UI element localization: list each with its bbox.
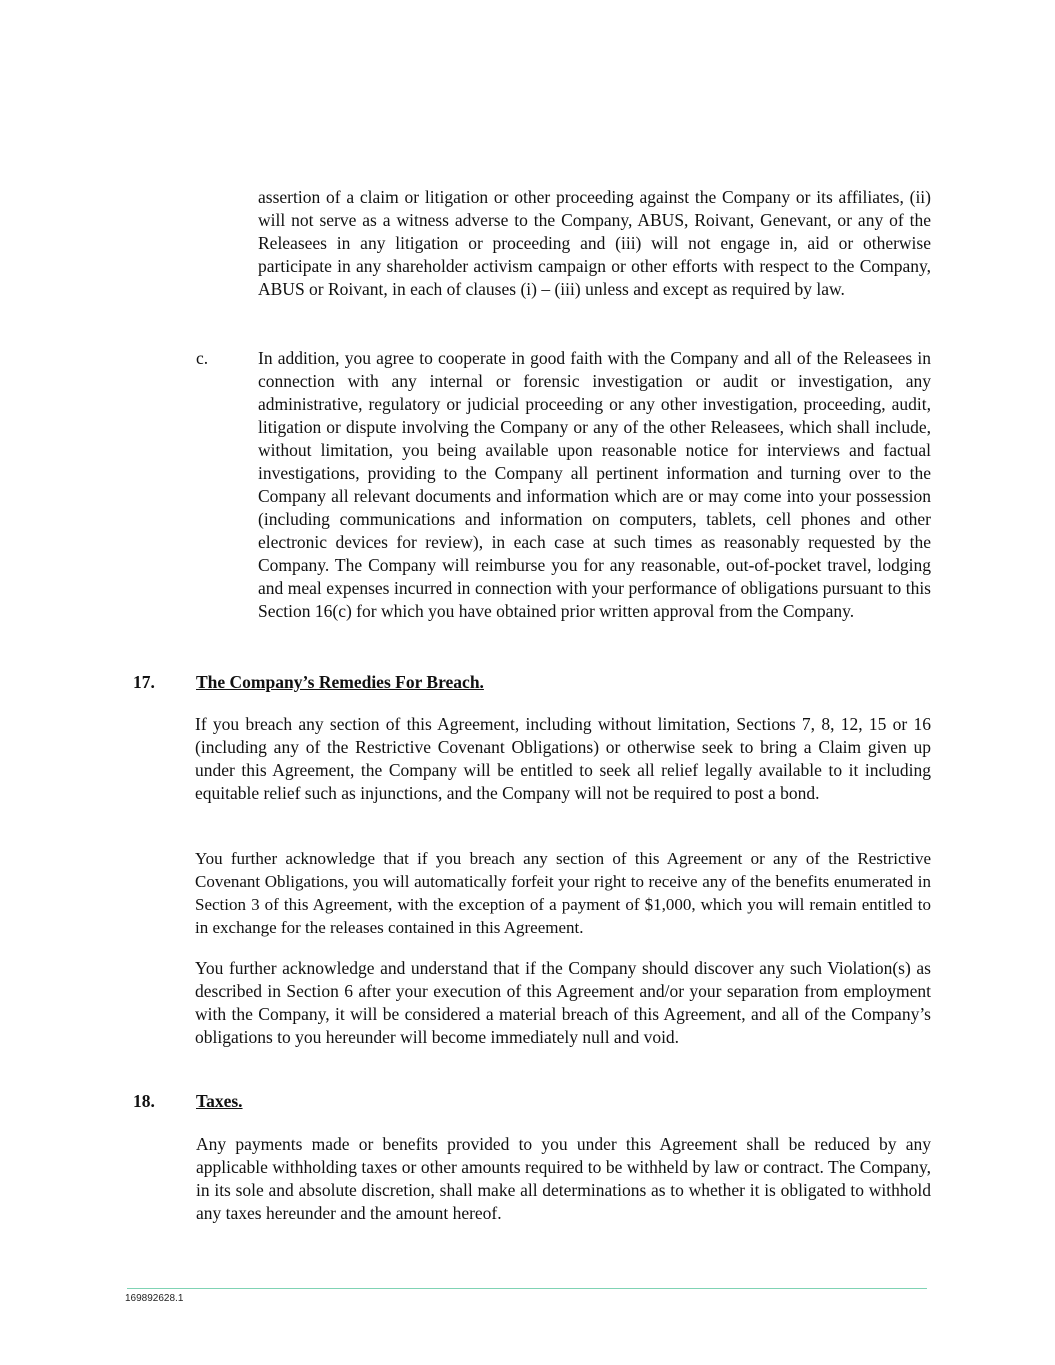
section-17-paragraph-3: You further acknowledge and understand that if the Company should discover any such Violation(s) as described in Section 6 after your execution of this Agreement and/or your separation from employment with the Company, it will be considered a material breach of this Agreement, and all of the Company’s obligations to you hereunder will become immediately null and void.	[195, 958, 931, 1047]
section-18-number: 18.	[133, 1091, 155, 1111]
section-16-item-c: In addition, you agree to cooperate in good faith with the Company and all of the Releasees in connection with any internal or forensic investigation or audit or investigation, any administrative, regulatory or judicial proceeding or any other investigation, proceeding, audit, litigation or dispute involving the Company or any of the other Releasees, which shall include, without limitation, you being available upon reasonable notice for interviews and factual investigations, providing to the Company all pertinent information and turning over to the Company all relevant documents and information which are or may come into your possession (including communications and information on computers, tablets, cell phones and other electronic devices for review), in each case at such times as reasonably requested by the Company. The Company will reimburse you for any reasonable, out-of-pocket travel, lodging and meal expenses incurred in connection with your performance of obligations pursuant to this Section 16(c) for which you have obtained prior written approval from the Company.	[258, 348, 931, 621]
section-17-paragraph-2: You further acknowledge that if you breach any section of this Agreement or any of the Restrictive Covenant Obligations, you will automatically forfeit your right to receive any of the benefits enumerated in Section 3 of this Agreement, with the exception of a payment of $1,000, which you will remain entitled to in exchange for the releases contained in this Agreement.	[195, 849, 931, 937]
footer-rule	[127, 1288, 927, 1289]
footer-document-id: 169892628.1	[125, 1293, 184, 1304]
section-17-number: 17.	[133, 672, 155, 692]
section-18-title: Taxes.	[196, 1091, 243, 1111]
section-16-continuation: assertion of a claim or litigation or other proceeding against the Company or its affiliates, (ii) will not serve as a witness adverse to the Company, ABUS, Roivant, Genevant, or any of the Releasees in any litigation or proceeding and (iii) will not engage in, aid or otherwise participate in any shareholder activism campaign or other efforts with respect to the Company, ABUS or Roivant, in each of clauses (i) – (iii) unless and except as required by law.	[258, 187, 931, 299]
section-16-item-c-marker: c.	[196, 348, 209, 368]
section-17-paragraph-1: If you breach any section of this Agreement, including without limitation, Sections 7, 8, 12, 15 or 16 (including any of the Restrictive Covenant Obligations) or otherwise seek to bring a Claim given up under this Agreement, the Company will be entitled to seek all relief legally available to it including equitable relief such as injunctions, and the Company will not be required to post a bond.	[195, 714, 931, 803]
section-17-title: The Company’s Remedies For Breach.	[196, 672, 484, 692]
section-18-paragraph-1: Any payments made or benefits provided to you under this Agreement shall be reduced by any applicable withholding taxes or other amounts required to be withheld by law or contract. The Company, in its sole and absolute discretion, shall make all determinations as to whether it is obligated to withhold any taxes hereunder and the amount hereof.	[196, 1134, 931, 1223]
